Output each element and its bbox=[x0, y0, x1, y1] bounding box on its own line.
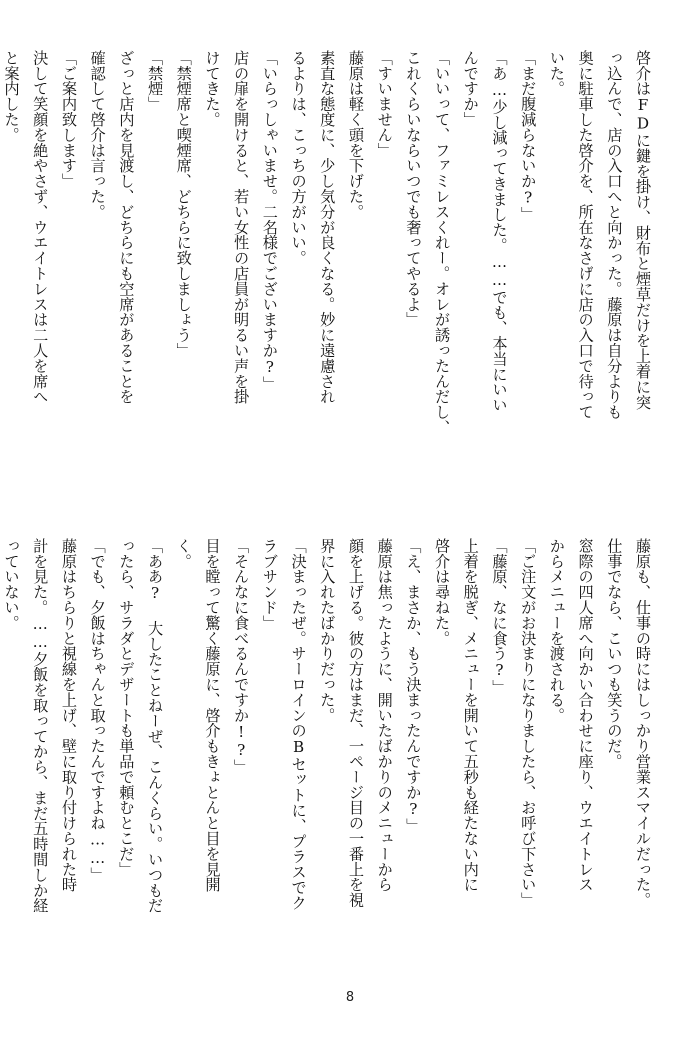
text-line: 「そんなに食べるんですか!?」 bbox=[232, 538, 251, 775]
text-line: 藤原はちらりと視線を上げ、壁に取り付けられた時 bbox=[59, 538, 78, 893]
text-line: 目を瞠って驚く藤原に、啓介もきょとんと目を見開 bbox=[203, 538, 222, 893]
text-line: いた。 bbox=[547, 50, 566, 97]
text-line: んですか」 bbox=[461, 50, 480, 127]
text-line: からメニューを渡される。 bbox=[547, 538, 566, 723]
text-line: 確認して啓介は言った。 bbox=[88, 50, 107, 220]
text-line: ざっと店内を見渡し、どちらにも空席があることを bbox=[117, 50, 136, 405]
text-line: 「まだ腹減らないか?」 bbox=[519, 50, 538, 223]
text-line: 界に入れたばかりだった。 bbox=[318, 538, 337, 723]
text-line: 「すいません」 bbox=[375, 50, 394, 158]
text-line: 「禁煙席と喫煙席、どちらに致しましょう」 bbox=[174, 50, 193, 358]
text-line: 素直な態度に、少し気分が良くなる。妙に遠慮され bbox=[318, 50, 337, 405]
text-line: これくらいならいつでも奢ってやるよ」 bbox=[404, 50, 423, 328]
page-number: 8 bbox=[345, 990, 355, 1005]
text-line: るよりは、こっちの方がいい。 bbox=[289, 50, 308, 266]
text-line: 「ご案内致します」 bbox=[59, 50, 78, 189]
text-line: 仕事でなら、こいつも笑うのだ。 bbox=[605, 538, 624, 769]
text-line: 奥に駐車した啓介を、所在なさげに店の入口で待って bbox=[576, 50, 595, 420]
text-line: 「え、まさか、もう決まったんですか?」 bbox=[404, 538, 423, 834]
text-line: ったら、サラダとデザートも単品で頼むとこだ」 bbox=[117, 538, 136, 877]
text-line: 窓際の四人席へ向かい合わせに座り、ウエイトレス bbox=[576, 538, 595, 893]
text-line: 啓介は尋ねた。 bbox=[433, 538, 452, 646]
text-line: く。 bbox=[174, 538, 193, 569]
text-line: 「禁煙」 bbox=[146, 50, 165, 112]
text-line: 計を見た。……夕飯を取ってから、まだ五時間しか経 bbox=[31, 538, 50, 914]
text-line: 啓介はFDに鍵を掛け、財布と煙草だけを上着に突 bbox=[634, 50, 652, 410]
text-line: 店の扉を開けると、若い女性の店員が明るい声を掛 bbox=[232, 50, 251, 405]
text-line: 「ああ? 大したことねーぜ、こんくらい。いつもだ bbox=[146, 538, 165, 914]
text-line: 藤原も、仕事の時にはしっかり営業スマイルだった。 bbox=[634, 538, 652, 908]
text-line: けてきた。 bbox=[203, 50, 222, 127]
text-line: 藤原は軽く頭を下げた。 bbox=[346, 50, 365, 220]
text-line: 顔を上げる。彼の方はまだ、一ページ目の一番上を視 bbox=[346, 538, 365, 908]
text-line: 上着を脱ぎ、メニューを開いて五秒も経たない内に bbox=[461, 538, 480, 893]
text-line: 「いらっしゃいませ。二名様でございますか?」 bbox=[260, 50, 279, 392]
text-line: 「いいって、ファミレスくれー。オレが誘ったんだし、 bbox=[433, 50, 452, 435]
text-line: 「決まったぜ。サーロインのBセットに、プラスでク bbox=[289, 538, 308, 911]
text-line: 「でも、夕飯はちゃんと取ったんですよね……」 bbox=[88, 538, 107, 883]
text-line: 「あ…少し減ってきました。……でも、本当にいい bbox=[490, 50, 509, 413]
text-block-bottom bbox=[2, 538, 657, 974]
text-line: と案内した。 bbox=[2, 50, 21, 143]
text-line: 決して笑顔を絶やさず、ウエイトレスは二人を席へ bbox=[31, 50, 50, 405]
text-line: 「藤原、なに食う?」 bbox=[490, 538, 509, 695]
text-line: 「ご注文がお決まりになりましたら、お呼び下さい」 bbox=[519, 538, 538, 908]
text-line: っ込んで、店の入口へと向かった。藤原は自分よりも bbox=[605, 50, 624, 420]
text-block-top bbox=[2, 50, 657, 490]
text-line: ラブサンド」 bbox=[260, 538, 279, 631]
text-line: っていない。 bbox=[2, 538, 21, 631]
text-line: 藤原は焦ったように、開いたばかりのメニューから bbox=[375, 538, 394, 893]
